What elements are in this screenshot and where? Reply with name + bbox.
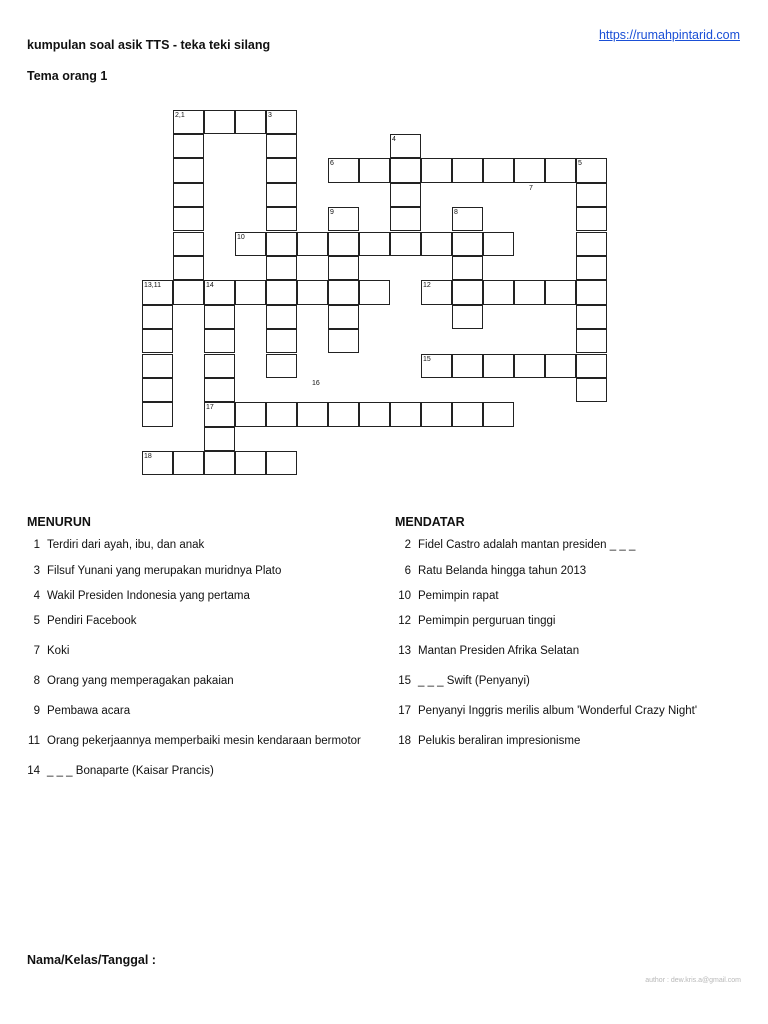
crossword-grid	[0, 0, 768, 500]
crossword-cell[interactable]	[452, 158, 483, 182]
crossword-cell[interactable]	[483, 232, 514, 256]
crossword-cell[interactable]	[266, 280, 297, 304]
cell-number: 6	[330, 160, 334, 168]
crossword-cell[interactable]	[576, 305, 607, 329]
crossword-cell[interactable]	[204, 280, 235, 304]
crossword-cell[interactable]	[204, 329, 235, 353]
clue-text: Pemimpin rapat	[418, 590, 499, 602]
clue-text: Pelukis beraliran impresionisme	[418, 735, 581, 747]
crossword-cell[interactable]	[266, 232, 297, 256]
clue-text: Filsuf Yunani yang merupakan muridnya Plato	[47, 565, 282, 577]
clue-text: Pemimpin perguruan tinggi	[418, 615, 556, 627]
crossword-cell[interactable]	[235, 110, 266, 134]
crossword-cell[interactable]	[142, 305, 173, 329]
clue-number: 6	[404, 565, 411, 577]
crossword-cell[interactable]	[142, 451, 173, 475]
clue-number: 7	[33, 645, 40, 657]
clue-text: Penyanyi Inggris merilis album 'Wonderful Crazy Night'	[418, 705, 698, 717]
crossword-cell[interactable]	[328, 329, 359, 353]
crossword-cell[interactable]	[359, 232, 390, 256]
crossword-cell[interactable]	[204, 354, 235, 378]
crossword-cell[interactable]	[173, 232, 204, 256]
crossword-cell[interactable]	[173, 183, 204, 207]
crossword-cell[interactable]	[266, 402, 297, 426]
clue-number: 15	[398, 675, 411, 687]
crossword-cell[interactable]	[142, 354, 173, 378]
floating-clue-number: 16	[312, 379, 320, 387]
crossword-cell[interactable]	[297, 280, 328, 304]
crossword-cell[interactable]	[235, 402, 266, 426]
clue-number: 8	[33, 675, 40, 687]
crossword-cell[interactable]	[173, 110, 204, 134]
crossword-cell[interactable]	[297, 232, 328, 256]
crossword-cell[interactable]	[576, 354, 607, 378]
clue-text: Wakil Presiden Indonesia yang pertama	[47, 590, 250, 602]
crossword-cell[interactable]	[545, 158, 576, 182]
crossword-cell[interactable]	[576, 183, 607, 207]
clue-text: Pembawa acara	[47, 705, 131, 717]
crossword-cell[interactable]	[545, 354, 576, 378]
website-link[interactable]: https://rumahpintarid.com	[598, 28, 740, 42]
crossword-cell[interactable]	[142, 329, 173, 353]
crossword-cell[interactable]	[328, 232, 359, 256]
crossword-cell[interactable]	[204, 451, 235, 475]
crossword-cell[interactable]	[328, 158, 359, 182]
clue-number: 11	[28, 735, 40, 747]
crossword-cell[interactable]	[204, 427, 235, 451]
crossword-cell[interactable]	[266, 207, 297, 231]
crossword-cell[interactable]	[390, 183, 421, 207]
clue-number: 14	[27, 765, 40, 777]
clue-number: 12	[398, 615, 411, 627]
cell-number: 5	[578, 160, 582, 168]
crossword-cell[interactable]	[514, 280, 545, 304]
clue-number: 4	[33, 590, 40, 602]
crossword-cell[interactable]	[359, 158, 390, 182]
cell-number: 17	[206, 404, 214, 412]
crossword-cell[interactable]	[328, 280, 359, 304]
clue-text: Orang yang memperagakan pakaian	[47, 675, 234, 687]
crossword-cell[interactable]	[173, 451, 204, 475]
cell-number: 15	[423, 355, 431, 363]
document-title: kumpulan soal asik TTS - teka teki silang	[27, 38, 271, 52]
crossword-cell[interactable]	[576, 329, 607, 353]
clue-text: _ _ _ Bonaparte (Kaisar Prancis)	[47, 765, 214, 777]
crossword-cell[interactable]	[452, 354, 483, 378]
crossword-cell[interactable]	[390, 402, 421, 426]
crossword-cell[interactable]	[390, 134, 421, 158]
crossword-cell[interactable]	[359, 402, 390, 426]
name-class-date-label: Nama/Kelas/Tanggal :	[27, 953, 156, 967]
cell-number: 12	[423, 282, 431, 290]
down-clues-title: MENURUN	[27, 515, 91, 529]
crossword-cell[interactable]	[173, 280, 204, 304]
crossword-cell[interactable]	[266, 354, 297, 378]
crossword-cell[interactable]	[142, 378, 173, 402]
clue-number: 2	[404, 539, 411, 551]
cell-number: 2,1	[175, 111, 185, 119]
cell-number: 18	[144, 453, 152, 461]
crossword-cell[interactable]	[328, 207, 359, 231]
crossword-cell[interactable]	[390, 232, 421, 256]
crossword-cell[interactable]	[576, 232, 607, 256]
clue-text: Mantan Presiden Afrika Selatan	[418, 645, 580, 657]
clue-text: Orang pekerjaannya memperbaiki mesin kendaraan bermotor	[47, 735, 361, 747]
clue-text: Koki	[47, 645, 70, 657]
crossword-cell[interactable]	[266, 451, 297, 475]
crossword-cell[interactable]	[421, 232, 452, 256]
crossword-cell[interactable]	[483, 280, 514, 304]
crossword-cell[interactable]	[266, 110, 297, 134]
crossword-cell[interactable]	[266, 183, 297, 207]
crossword-cell[interactable]	[235, 232, 266, 256]
clue-text: Fidel Castro adalah mantan presiden _ _ _	[418, 539, 636, 551]
author-credit: author : dew.kris.a@gmail.com	[645, 977, 741, 984]
cell-number: 10	[237, 233, 245, 241]
crossword-cell[interactable]	[173, 256, 204, 280]
crossword-cell[interactable]	[204, 305, 235, 329]
crossword-cell[interactable]	[514, 158, 545, 182]
crossword-cell[interactable]	[266, 305, 297, 329]
crossword-cell[interactable]	[328, 305, 359, 329]
crossword-cell[interactable]	[328, 402, 359, 426]
crossword-cell[interactable]	[483, 354, 514, 378]
crossword-cell[interactable]	[545, 280, 576, 304]
crossword-cell[interactable]	[421, 354, 452, 378]
crossword-cell[interactable]	[297, 402, 328, 426]
clue-number: 13	[398, 645, 411, 657]
cell-number: 9	[330, 209, 334, 217]
clue-number: 17	[398, 705, 411, 717]
crossword-cell[interactable]	[359, 280, 390, 304]
crossword-cell[interactable]	[452, 280, 483, 304]
crossword-cell[interactable]	[173, 158, 204, 182]
crossword-cell[interactable]	[452, 256, 483, 280]
crossword-cell[interactable]	[390, 158, 421, 182]
clue-number: 5	[33, 615, 40, 627]
clue-number: 18	[398, 735, 411, 747]
crossword-cell[interactable]	[483, 402, 514, 426]
crossword-cell[interactable]	[266, 134, 297, 158]
crossword-cell[interactable]	[452, 305, 483, 329]
crossword-cell[interactable]	[452, 207, 483, 231]
clue-text: Pendiri Facebook	[47, 615, 137, 627]
cell-number: 14	[206, 282, 214, 290]
theme-label: Tema orang 1	[27, 69, 108, 83]
crossword-cell[interactable]	[483, 158, 514, 182]
crossword-cell[interactable]	[328, 256, 359, 280]
crossword-cell[interactable]	[514, 354, 545, 378]
floating-clue-number: 7	[529, 184, 533, 192]
crossword-cell[interactable]	[421, 158, 452, 182]
crossword-cell[interactable]	[576, 158, 607, 182]
crossword-cell[interactable]	[421, 402, 452, 426]
crossword-cell[interactable]	[576, 256, 607, 280]
crossword-cell[interactable]	[266, 158, 297, 182]
crossword-cell[interactable]	[452, 232, 483, 256]
clue-text: _ _ _ Swift (Penyanyi)	[418, 675, 530, 687]
cell-number: 13,11	[144, 282, 161, 290]
crossword-cell[interactable]	[576, 207, 607, 231]
crossword-cell[interactable]	[142, 280, 173, 304]
clue-number: 10	[398, 590, 411, 602]
crossword-cell[interactable]	[266, 256, 297, 280]
clue-text: Terdiri dari ayah, ibu, dan anak	[47, 539, 205, 551]
clue-number: 3	[33, 565, 40, 577]
cell-number: 4	[392, 135, 396, 143]
cell-number: 3	[268, 111, 272, 119]
crossword-cell[interactable]	[452, 402, 483, 426]
crossword-cell[interactable]	[576, 378, 607, 402]
crossword-cell[interactable]	[142, 402, 173, 426]
crossword-cell[interactable]	[204, 402, 235, 426]
crossword-cell[interactable]	[390, 207, 421, 231]
crossword-cell[interactable]	[235, 280, 266, 304]
crossword-cell[interactable]	[421, 280, 452, 304]
crossword-cell[interactable]	[235, 451, 266, 475]
across-clues-title: MENDATAR	[395, 515, 465, 529]
crossword-cell[interactable]	[266, 329, 297, 353]
crossword-cell[interactable]	[204, 378, 235, 402]
crossword-cell[interactable]	[173, 134, 204, 158]
crossword-cell[interactable]	[173, 207, 204, 231]
clue-number: 1	[33, 539, 40, 551]
cell-number: 8	[454, 209, 458, 217]
clue-text: Ratu Belanda hingga tahun 2013	[418, 565, 587, 577]
crossword-cell[interactable]	[576, 280, 607, 304]
clue-number: 9	[33, 705, 40, 717]
crossword-cell[interactable]	[204, 110, 235, 134]
